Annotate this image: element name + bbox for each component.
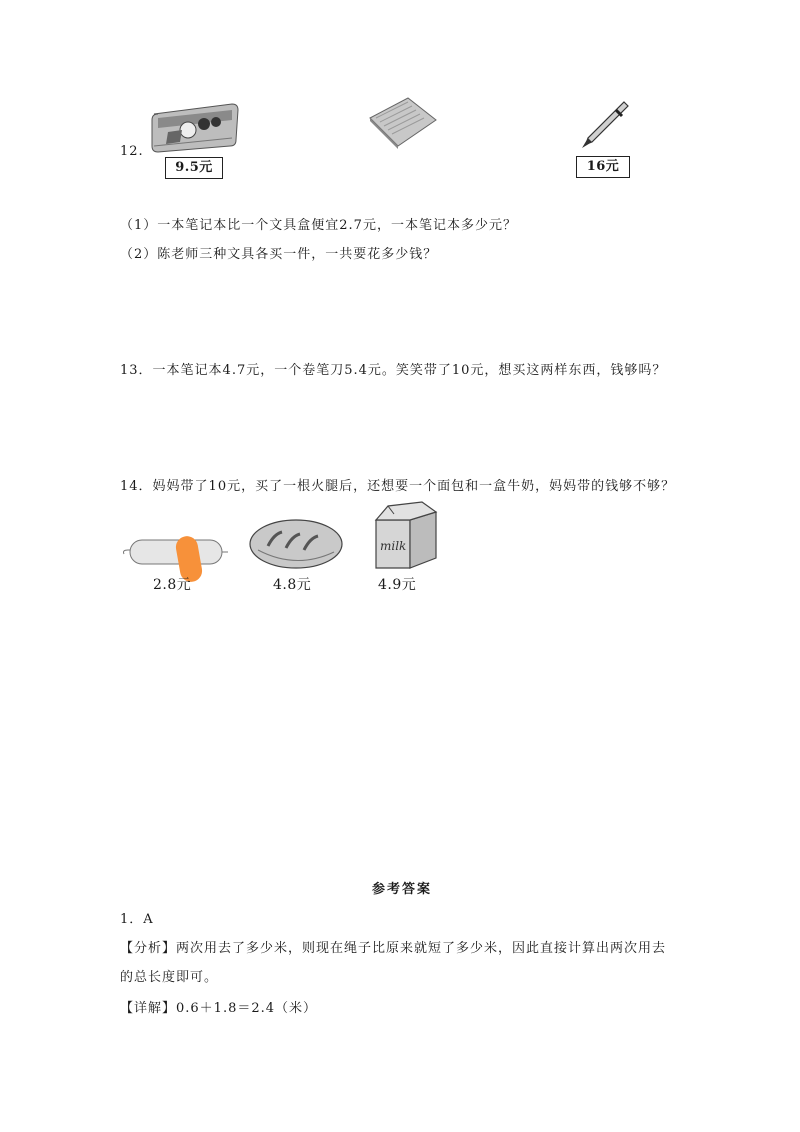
pencil-case-price: 9.5元 xyxy=(165,157,223,179)
bread-price: 4.8元 xyxy=(273,577,312,593)
question-number: 12. xyxy=(120,144,144,159)
answer-1: 1．A xyxy=(120,912,154,927)
pencil-case-icon xyxy=(148,100,240,156)
pen-price: 16元 xyxy=(576,156,630,178)
analysis-line-2: 的总长度即可。 xyxy=(120,970,219,985)
answer-title: 参考答案 xyxy=(372,882,433,897)
notebook-icon xyxy=(366,96,438,150)
pen-icon xyxy=(580,98,630,150)
bread-icon xyxy=(248,516,344,572)
ham-price: 2.8元 xyxy=(153,577,192,593)
question-12-part-1: （1）一本笔记本比一个文具盒便宜2.7元，一本笔记本多少元？ xyxy=(120,218,517,233)
milk-label: milk xyxy=(380,539,407,553)
question-13: 13．一本笔记本4.7元，一个卷笔刀5.4元。笑笑带了10元，想买这两样东西，钱够吗？ xyxy=(120,363,667,378)
analysis-line-1: 【分析】两次用去了多少米，则现在绳子比原来就短了多少米，因此直接计算出两次用去 xyxy=(120,941,667,956)
milk-price: 4.9元 xyxy=(378,577,417,593)
question-14-text: 14．妈妈带了10元，买了一根火腿后，还想要一个面包和一盒牛奶，妈妈带的钱够不够？ xyxy=(120,479,676,494)
milk-box-icon xyxy=(370,500,442,572)
question-12-part-2: （2）陈老师三种文具各买一件，一共要花多少钱？ xyxy=(120,247,438,262)
detail-line: 【详解】0.6＋1.8＝2.4（米） xyxy=(120,1001,318,1016)
